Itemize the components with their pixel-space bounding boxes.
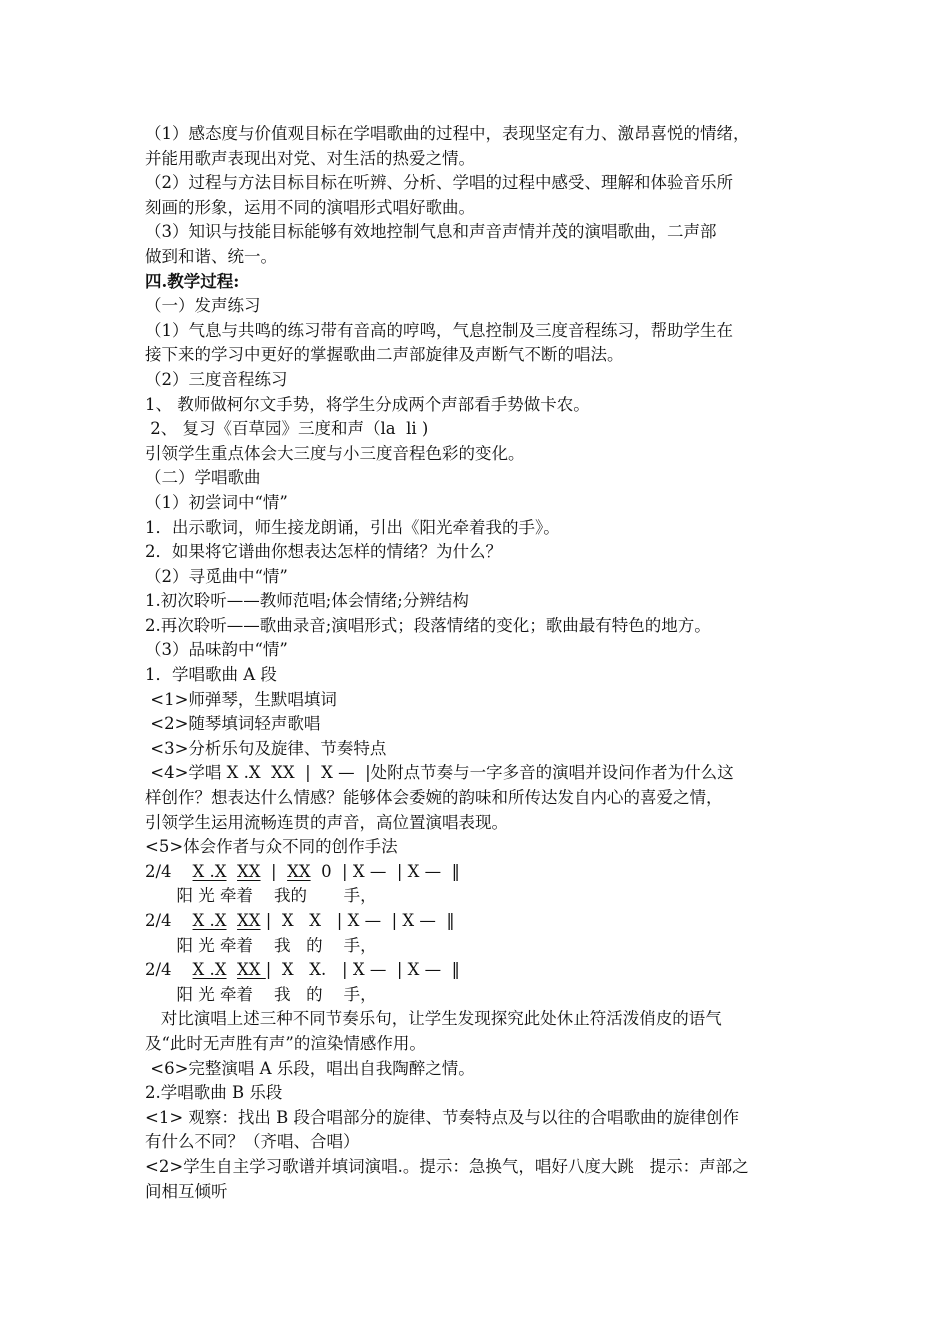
a-step-6: <6>完整演唱 A 乐段，唱出自我陶醉之情。: [145, 1058, 475, 1078]
part1-item-2: 2、 复习《百草园》三度和声（la li ): [145, 419, 429, 439]
part1-p1-line-1: （1）气息与共鸣的练习带有音高的哼鸣，气息控制及三度音程练习，帮助学生在: [145, 320, 733, 340]
a-step-4-line-1: <4>学唱 X .X XX | X — |处附点节奏与一字多音的演唱并设问作者为什么这: [145, 763, 734, 783]
objective-2-line-2: 刻画的形象，运用不同的演唱形式唱好歌曲。: [145, 197, 475, 217]
lyric-line-2: 阳 光 牵着 我 的 手，: [145, 935, 377, 955]
rhythm-group: X .X: [192, 911, 227, 930]
s1-line-1: 1．出示歌词，师生接龙朗诵，引出《阳光牵着我的手》。: [145, 517, 560, 537]
part1-p1-line-2: 接下来的学习中更好的掌握歌曲二声部旋律及声断气不断的唱法。: [145, 345, 624, 365]
rhythm-line-2: [145, 909, 815, 934]
a-step-4-line-2: 样创作？想表达什么情感？能够体会委婉的韵味和所传达发自内心的喜爱之情，: [145, 788, 723, 808]
rhythm-tail: | X X | X — | X — ‖: [260, 911, 455, 930]
part1-note: 引领学生重点体会大三度与小三度音程色彩的变化。: [145, 443, 525, 463]
meter: 2/4: [145, 911, 172, 930]
objective-2-line-1: （2）过程与方法目标目标在听辨、分析、学唱的过程中感受、理解和体验音乐所: [145, 173, 733, 193]
s2-title: （2）寻觅曲中“情”: [145, 566, 288, 586]
rhythm-line-3: [145, 958, 815, 983]
part2-title: （二）学唱歌曲: [145, 468, 261, 488]
rhythm-line-1: 2/4 X .X XX | XX 0 | X — | X — ‖: [145, 861, 460, 881]
b-title: 2.学唱歌曲 B 乐段: [145, 1083, 283, 1103]
s2-line-1: 1.初次聆听——教师范唱;体会情绪;分辨结构: [145, 591, 469, 611]
meter: 2/4: [145, 960, 172, 980]
objective-1-line-1: （1）感态度与价值观目标在学唱歌曲的过程中，表现坚定有力、激昂喜悦的情绪，: [145, 124, 750, 143]
a-step-1: <1>师弹琴，生默唱填词: [145, 689, 337, 709]
a-step-2: <2>随琴填词轻声歌唱: [145, 714, 321, 734]
b-step-1-line-1: <1> 观察：找出 B 段合唱部分的旋律、节奏特点及与以往的合唱歌曲的旋律创作: [145, 1107, 740, 1127]
section-heading: 四.教学过程:: [145, 271, 240, 291]
lyric-line-1: 阳 光 牵着 我的 手，: [145, 886, 377, 906]
s1-title: （1）初尝词中“情”: [145, 492, 288, 512]
a-step-3: <3>分析乐句及旋律、节奏特点: [145, 738, 387, 758]
rhythm-group: XX: [237, 960, 266, 980]
rhythm-group: X .X: [192, 861, 227, 881]
rhythm-tail: 0 | X — | X — ‖: [310, 861, 460, 881]
rhythm-tail: | X X. | X — | X — ‖: [265, 960, 460, 980]
a-step-5: <5>体会作者与众不同的创作手法: [145, 837, 398, 857]
part1-p2-title: （2）三度音程练习: [145, 369, 288, 389]
s1-line-2: 2．如果将它谱曲你想表达怎样的情绪？为什么？: [145, 542, 502, 562]
b-step-1-line-2: 有什么不同？（齐唱、合唱）: [145, 1132, 360, 1152]
b-step-2-line-1: <2>学生自主学习歌谱并填词演唱.。提示：急换气，唱好八度大跳 提示：声部之: [145, 1156, 749, 1176]
document-page: [145, 122, 815, 1204]
rhythm-group: X .X: [192, 960, 227, 980]
rhythm-group: XX: [237, 911, 261, 930]
objective-3-line-2: 做到和谐、统一。: [145, 246, 277, 266]
rhythm-group: XX: [287, 861, 311, 881]
compare-line-2: 及“此时无声胜有声”的渲染情感作用。: [145, 1033, 426, 1053]
part1-title: （一）发声练习: [145, 296, 261, 316]
rhythm-group: XX: [237, 861, 261, 881]
a-title: 1．学唱歌曲 A 段: [145, 665, 277, 685]
s3-title: （3）品味韵中“情”: [145, 640, 288, 660]
part1-item-1: 1、 教师做柯尔文手势，将学生分成两个声部看手势做卡农。: [145, 394, 590, 414]
a-step-4-line-3: 引领学生运用流畅连贯的声音，高位置演唱表现。: [145, 812, 508, 832]
b-step-2-line-2: 间相互倾听: [145, 1181, 228, 1201]
s2-line-2: 2.再次聆听——歌曲录音;演唱形式；段落情绪的变化；歌曲最有特色的地方。: [145, 615, 711, 635]
meter: 2/4: [145, 861, 172, 881]
objective-3-line-1: （3）知识与技能目标能够有效地控制气息和声音声情并茂的演唱歌曲，二声部: [145, 222, 717, 242]
compare-line-1: 对比演唱上述三种不同节奏乐句，让学生发现探究此处休止符活泼俏皮的语气: [145, 1009, 722, 1029]
objective-1-line-2: 并能用歌声表现出对党、对生活的热爱之情。: [145, 148, 475, 168]
lyric-line-3: 阳 光 牵着 我 的 手，: [145, 984, 377, 1004]
